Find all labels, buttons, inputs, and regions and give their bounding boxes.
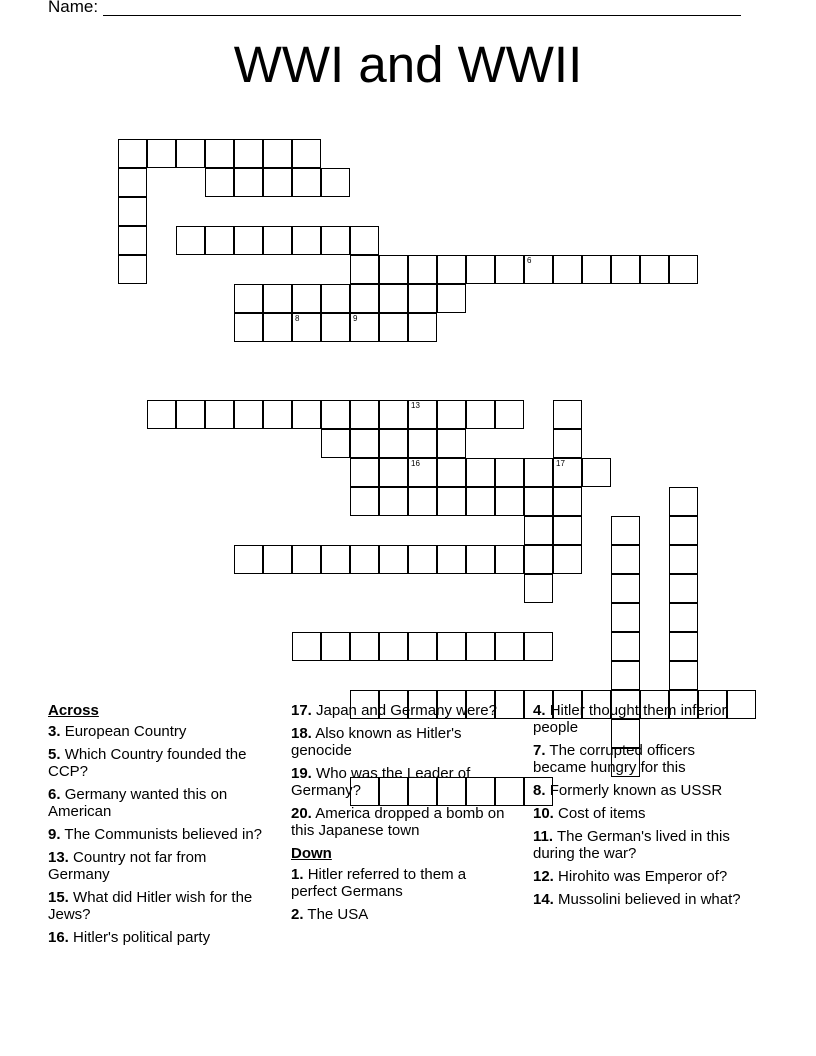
grid-cell[interactable] — [437, 255, 466, 284]
grid-cell[interactable] — [669, 487, 698, 516]
clue-down-1: 1. Hitler referred to them a perfect Germans — [291, 866, 467, 900]
grid-cell[interactable] — [321, 226, 350, 255]
grid-cell[interactable] — [292, 284, 321, 313]
grid-cell[interactable] — [321, 545, 350, 574]
grid-cell[interactable] — [350, 226, 379, 255]
grid-cell[interactable] — [553, 516, 582, 545]
grid-cell[interactable] — [437, 400, 466, 429]
grid-cell[interactable] — [234, 284, 263, 313]
clue-down-4: 4. Hitler thought them inferior people — [533, 702, 727, 736]
clue-number: 9 — [353, 314, 358, 323]
grid-cell[interactable] — [524, 255, 553, 284]
grid-cell[interactable] — [205, 139, 234, 168]
grid-cell[interactable] — [437, 284, 466, 313]
grid-cell[interactable] — [437, 487, 466, 516]
grid-cell[interactable] — [118, 226, 147, 255]
grid-cell[interactable] — [379, 284, 408, 313]
grid-cell[interactable] — [466, 487, 495, 516]
grid-cell[interactable] — [640, 255, 669, 284]
grid-cell[interactable] — [321, 284, 350, 313]
clue-across-6: 6. Germany wanted this on American — [48, 786, 228, 820]
clue-across-19: 19. Who was the Leader of Germany? — [291, 765, 471, 799]
clue-down-7: 7. The corrupted officers became hungry for this — [533, 742, 696, 776]
grid-cell[interactable] — [466, 255, 495, 284]
grid-cell[interactable] — [524, 632, 553, 661]
clue-across-18: 18. Also known as Hitler's genocide — [291, 725, 462, 759]
clue-across-17: 17. Japan and Germany were? — [291, 702, 497, 719]
clue-across-9: 9. The Communists believed in? — [48, 826, 263, 843]
grid-cell[interactable] — [292, 168, 321, 197]
grid-cell[interactable] — [379, 632, 408, 661]
grid-cell[interactable] — [205, 168, 234, 197]
grid-cell[interactable] — [350, 458, 379, 487]
grid-cell[interactable] — [263, 313, 292, 342]
grid-cell[interactable] — [350, 545, 379, 574]
grid-cell[interactable] — [495, 487, 524, 516]
grid-cell[interactable] — [495, 255, 524, 284]
grid-cell[interactable] — [495, 545, 524, 574]
grid-cell[interactable] — [582, 458, 611, 487]
grid-cell[interactable] — [263, 400, 292, 429]
clue-across-3: 3. European Country — [48, 723, 187, 740]
grid-cell[interactable] — [118, 139, 147, 168]
clue-across-15: 15. What did Hitler wish for the Jews? — [48, 889, 253, 923]
grid-cell[interactable] — [611, 574, 640, 603]
clues-column-1 — [48, 702, 270, 952]
grid-cell[interactable] — [292, 139, 321, 168]
grid-cell[interactable] — [408, 284, 437, 313]
clue-number: 6 — [527, 256, 532, 265]
clue-across-13: 13. Country not far from Germany — [48, 849, 207, 883]
grid-cell[interactable] — [669, 574, 698, 603]
clue-down-8: 8. Formerly known as USSR — [533, 782, 723, 799]
grid-cell[interactable] — [176, 226, 205, 255]
grid-cell[interactable] — [669, 661, 698, 690]
grid-cell[interactable] — [234, 168, 263, 197]
grid-cell[interactable] — [553, 458, 582, 487]
grid-cell[interactable] — [408, 458, 437, 487]
grid-cell[interactable] — [118, 255, 147, 284]
grid-cell[interactable] — [350, 255, 379, 284]
grid-cell[interactable] — [350, 313, 379, 342]
grid-cell[interactable] — [118, 197, 147, 226]
grid-cell[interactable] — [437, 632, 466, 661]
grid-cell[interactable] — [408, 545, 437, 574]
grid-cell[interactable] — [379, 545, 408, 574]
grid-cell[interactable] — [263, 226, 292, 255]
grid-cell[interactable] — [379, 458, 408, 487]
grid-cell[interactable] — [379, 255, 408, 284]
clue-number: 8 — [295, 314, 300, 323]
grid-cell[interactable] — [524, 545, 553, 574]
grid-cell[interactable] — [350, 284, 379, 313]
grid-cell[interactable] — [437, 545, 466, 574]
grid-cell[interactable] — [408, 313, 437, 342]
grid-cell[interactable] — [669, 516, 698, 545]
grid-cell[interactable] — [118, 168, 147, 197]
clue-down-10: 10. Cost of items — [533, 805, 646, 822]
grid-cell[interactable] — [669, 603, 698, 632]
grid-cell[interactable] — [466, 458, 495, 487]
name-label: Name: — [48, 0, 99, 16]
grid-cell[interactable] — [263, 545, 292, 574]
grid-cell[interactable] — [350, 400, 379, 429]
across-heading: Across — [48, 702, 99, 719]
grid-cell[interactable] — [669, 632, 698, 661]
grid-cell[interactable] — [350, 632, 379, 661]
grid-cell[interactable] — [321, 313, 350, 342]
grid-cell[interactable] — [669, 255, 698, 284]
grid-cell[interactable] — [234, 139, 263, 168]
grid-cell[interactable] — [408, 400, 437, 429]
grid-cell[interactable] — [408, 632, 437, 661]
grid-cell[interactable] — [553, 487, 582, 516]
grid-cell[interactable] — [379, 400, 408, 429]
down-heading: Down — [291, 845, 332, 862]
grid-cell[interactable] — [234, 400, 263, 429]
grid-cell[interactable] — [553, 255, 582, 284]
clue-number: 17 — [556, 459, 565, 468]
clues-column-3 — [533, 702, 743, 914]
grid-cell[interactable] — [234, 313, 263, 342]
grid-cell[interactable] — [524, 487, 553, 516]
page-title: WWI and WWII — [233, 36, 583, 93]
grid-cell[interactable] — [350, 487, 379, 516]
grid-cell[interactable] — [611, 255, 640, 284]
clue-down-14: 14. Mussolini believed in what? — [533, 891, 741, 908]
grid-cell[interactable] — [524, 516, 553, 545]
clue-number: 16 — [411, 459, 420, 468]
grid-cell[interactable] — [234, 226, 263, 255]
grid-cell[interactable] — [524, 458, 553, 487]
grid-cell[interactable] — [437, 429, 466, 458]
grid-cell[interactable] — [379, 487, 408, 516]
grid-cell[interactable] — [292, 545, 321, 574]
grid-cell[interactable] — [495, 400, 524, 429]
clue-down-2: 2. The USA — [291, 906, 369, 923]
grid-cell[interactable] — [611, 516, 640, 545]
grid-cell[interactable] — [205, 226, 234, 255]
grid-cell[interactable] — [292, 400, 321, 429]
grid-cell[interactable] — [147, 400, 176, 429]
grid-cell[interactable] — [205, 400, 234, 429]
clue-across-20: 20. America dropped a bomb on this Japanese town — [291, 805, 505, 839]
grid-cell[interactable] — [292, 313, 321, 342]
clues-column-2 — [291, 702, 513, 929]
grid-cell[interactable] — [263, 284, 292, 313]
grid-cell[interactable] — [495, 632, 524, 661]
grid-cell[interactable] — [321, 168, 350, 197]
grid-cell[interactable] — [234, 545, 263, 574]
grid-cell[interactable] — [611, 545, 640, 574]
grid-cell[interactable] — [553, 429, 582, 458]
grid-cell[interactable] — [292, 632, 321, 661]
grid-cell[interactable] — [495, 458, 524, 487]
grid-cell[interactable] — [263, 139, 292, 168]
grid-cell[interactable] — [263, 168, 292, 197]
grid-cell[interactable] — [321, 429, 350, 458]
grid-cell[interactable] — [176, 400, 205, 429]
grid-cell[interactable] — [321, 400, 350, 429]
grid-cell[interactable] — [176, 139, 205, 168]
grid-cell[interactable] — [553, 400, 582, 429]
clue-across-16: 16. Hitler's political party — [48, 929, 211, 946]
grid-cell[interactable] — [669, 545, 698, 574]
grid-cell[interactable] — [379, 313, 408, 342]
grid-cell[interactable] — [408, 487, 437, 516]
grid-cell[interactable] — [437, 458, 466, 487]
clue-number: 13 — [411, 401, 420, 410]
grid-cell[interactable] — [292, 226, 321, 255]
grid-cell[interactable] — [321, 632, 350, 661]
clue-down-11: 11. The German's lived in this during the war? — [533, 828, 730, 862]
grid-cell[interactable] — [350, 429, 379, 458]
clue-down-12: 12. Hirohito was Emperor of? — [533, 868, 728, 885]
grid-cell[interactable] — [408, 429, 437, 458]
clue-across-5: 5. Which Country founded the CCP? — [48, 746, 247, 780]
grid-cell[interactable] — [379, 429, 408, 458]
grid-cell[interactable] — [147, 139, 176, 168]
grid-cell[interactable] — [408, 255, 437, 284]
grid-cell[interactable] — [553, 545, 582, 574]
grid-cell[interactable] — [611, 632, 640, 661]
grid-cell[interactable] — [466, 400, 495, 429]
grid-cell[interactable] — [466, 545, 495, 574]
grid-cell[interactable] — [611, 603, 640, 632]
grid-cell[interactable] — [466, 632, 495, 661]
grid-cell[interactable] — [611, 661, 640, 690]
grid-cell[interactable] — [582, 255, 611, 284]
grid-cell[interactable] — [524, 574, 553, 603]
